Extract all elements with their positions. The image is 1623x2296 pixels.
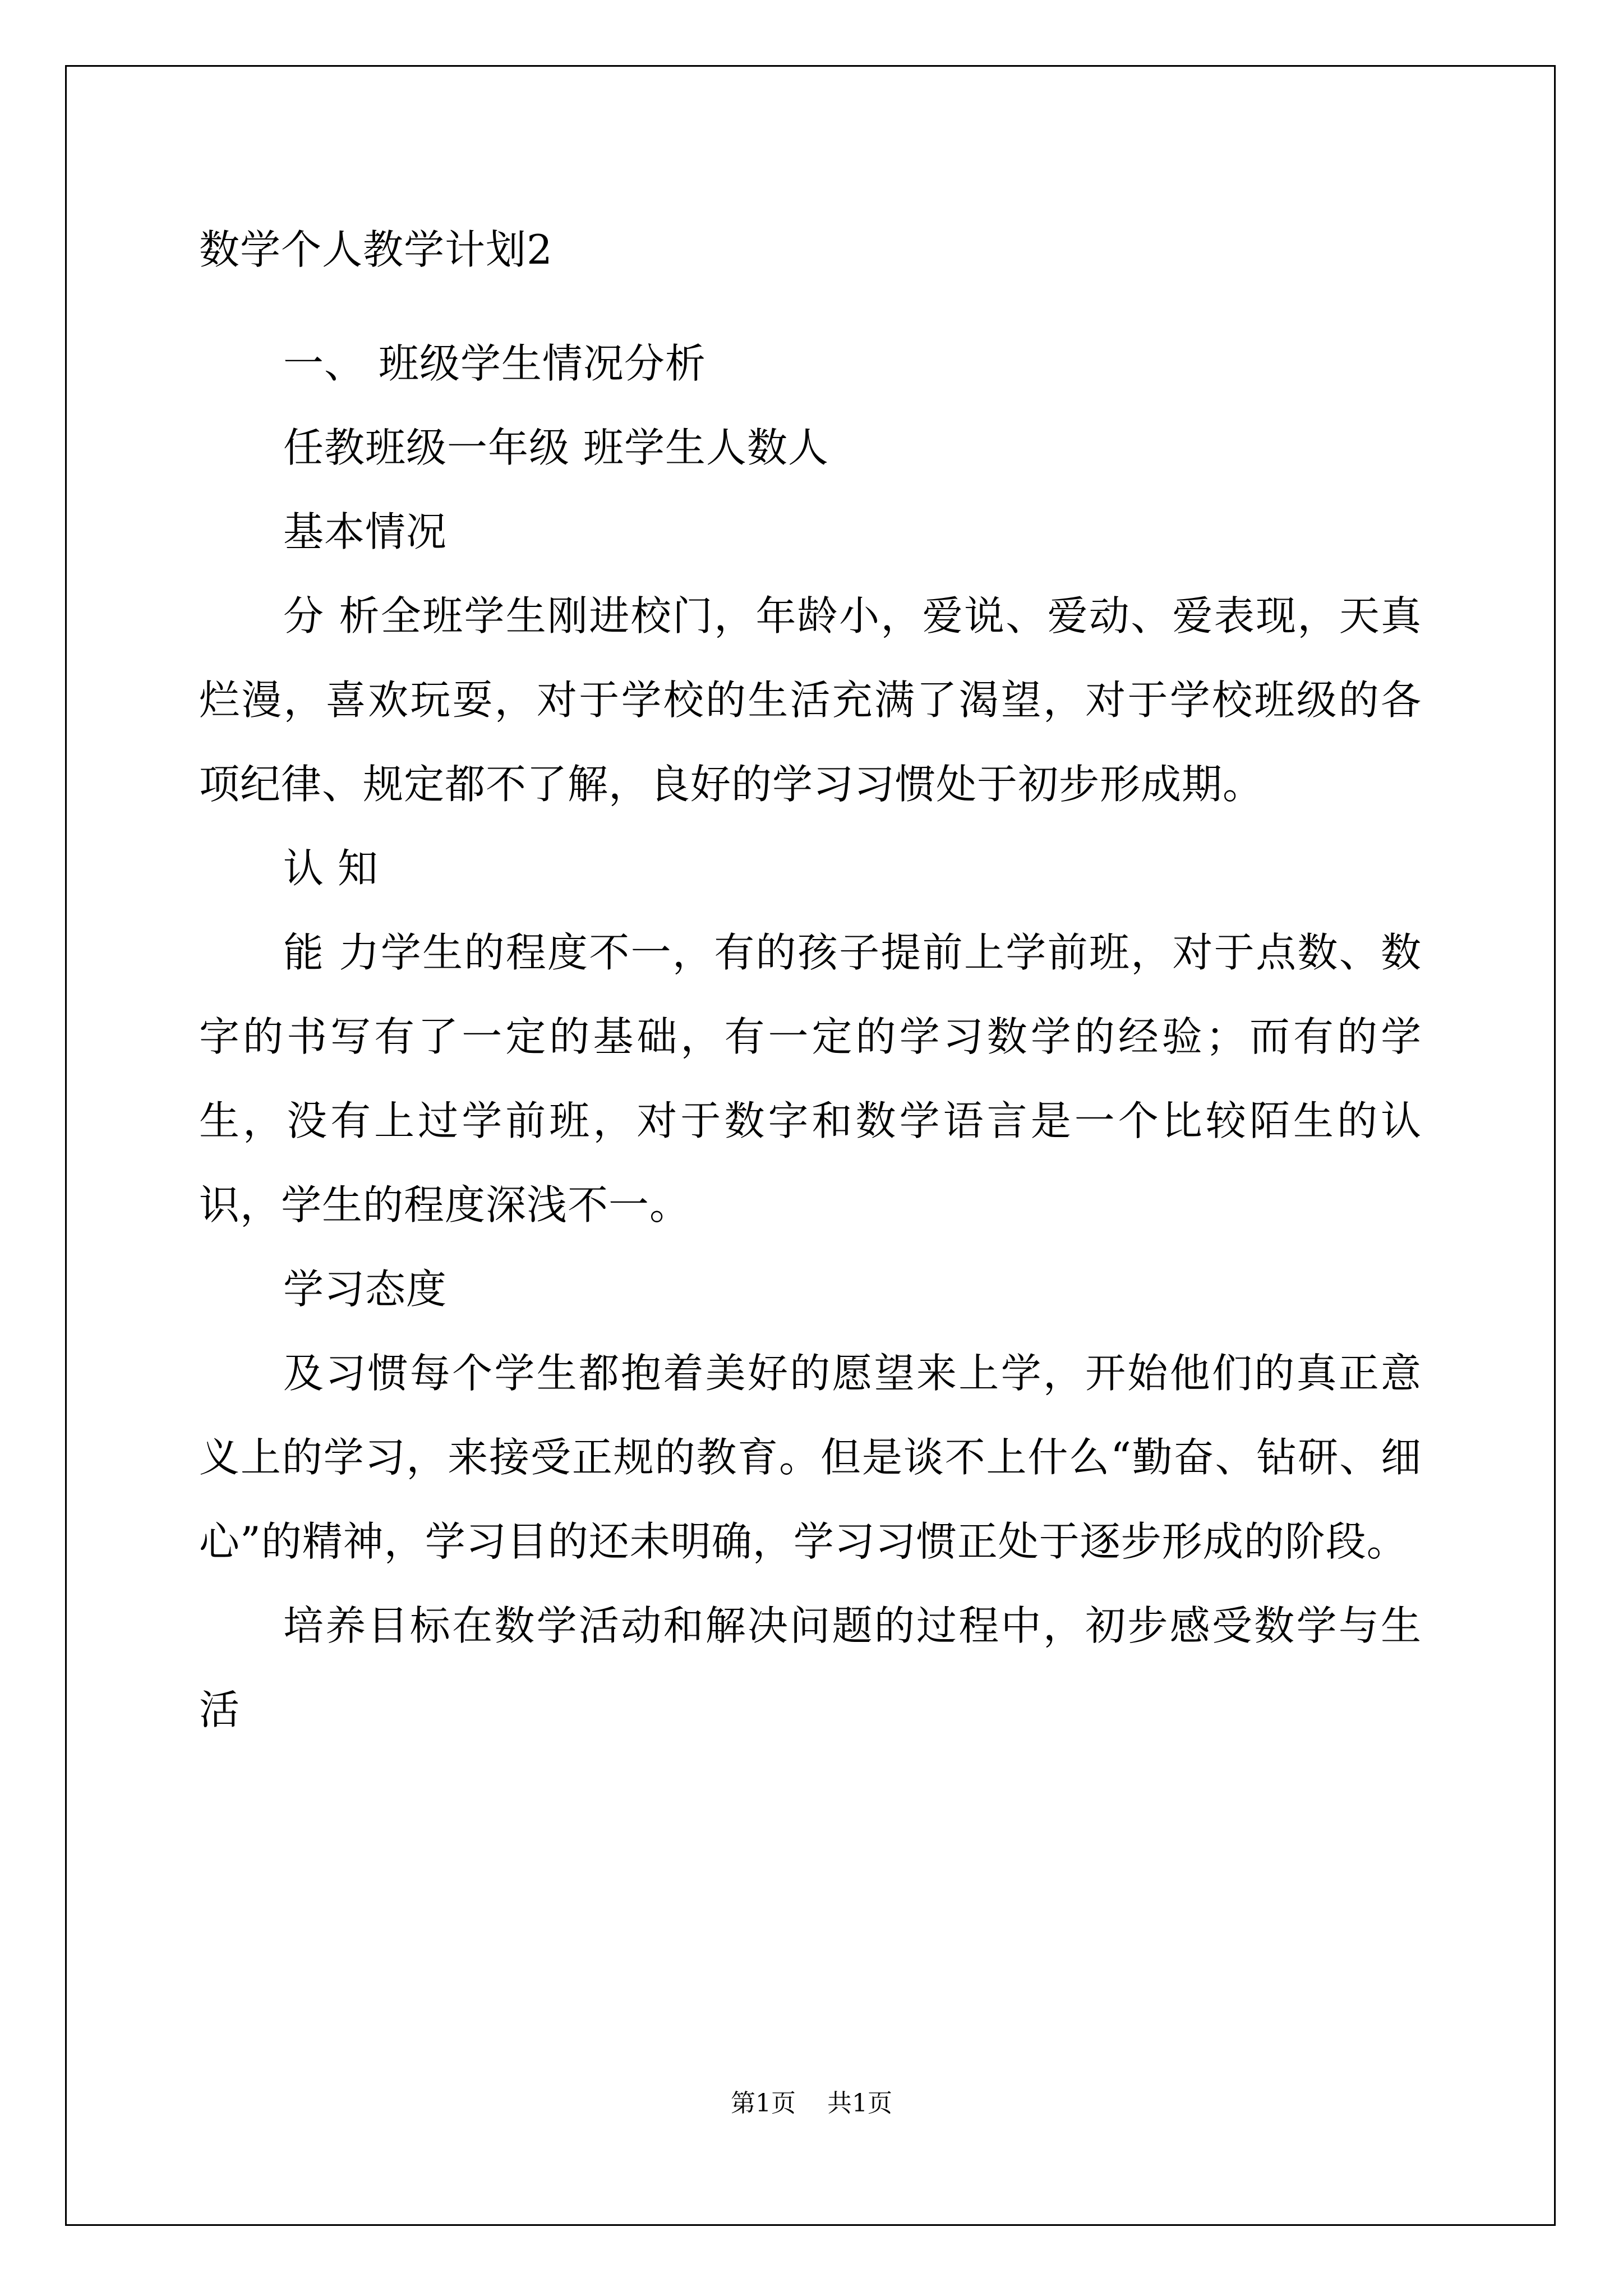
- page-number: 第1页: [731, 2089, 796, 2118]
- paragraph-training-goals: 培养目标在数学活动和解决问题的过程中，初步感受数学与生活: [199, 1602, 1422, 1733]
- paragraph-habits: 及习惯每个学生都抱着美好的愿望来上学，开始他们的真正意义上的学习，来接受正规的教育。但是谈不上什么“勤奋、钻研、细心”的精神，学习目的还未明确，学习习惯正处于逐步形成的阶段。: [199, 1350, 1422, 1565]
- section-heading-class-analysis: 一、 班级学生情况分析: [283, 340, 706, 387]
- paragraph-ability: 能 力学生的程度不一，有的孩子提前上学前班，对于点数、数字的书写有了一定的基础，有一定的学习数学的经验；而有的学生，没有上过学前班，对于数字和数学语言是一个比较陌生的认识，学生的程度深浅不一。: [199, 929, 1422, 1228]
- page-total: 共1页: [827, 2089, 892, 2118]
- document-title: 数学个人教学计划2: [199, 226, 553, 273]
- subheading-learning-attitude: 学习态度: [283, 1266, 448, 1313]
- paragraph-basic-analysis: 分 析全班学生刚进校门，年龄小，爱说、爱动、爱表现，天真烂漫，喜欢玩耍，对于学校的生活充满了渴望，对于学校班级的各项纪律、规定都不了解，良好的学习习惯处于初步形成期。: [199, 592, 1422, 808]
- subheading-cognition: 认 知: [283, 845, 379, 892]
- paragraph-class-info: 任教班级一年级 班学生人数人: [283, 424, 829, 471]
- document-body: [199, 222, 1422, 1752]
- page-footer: [0, 2087, 1623, 2120]
- subheading-basic-situation: 基本情况: [283, 508, 448, 555]
